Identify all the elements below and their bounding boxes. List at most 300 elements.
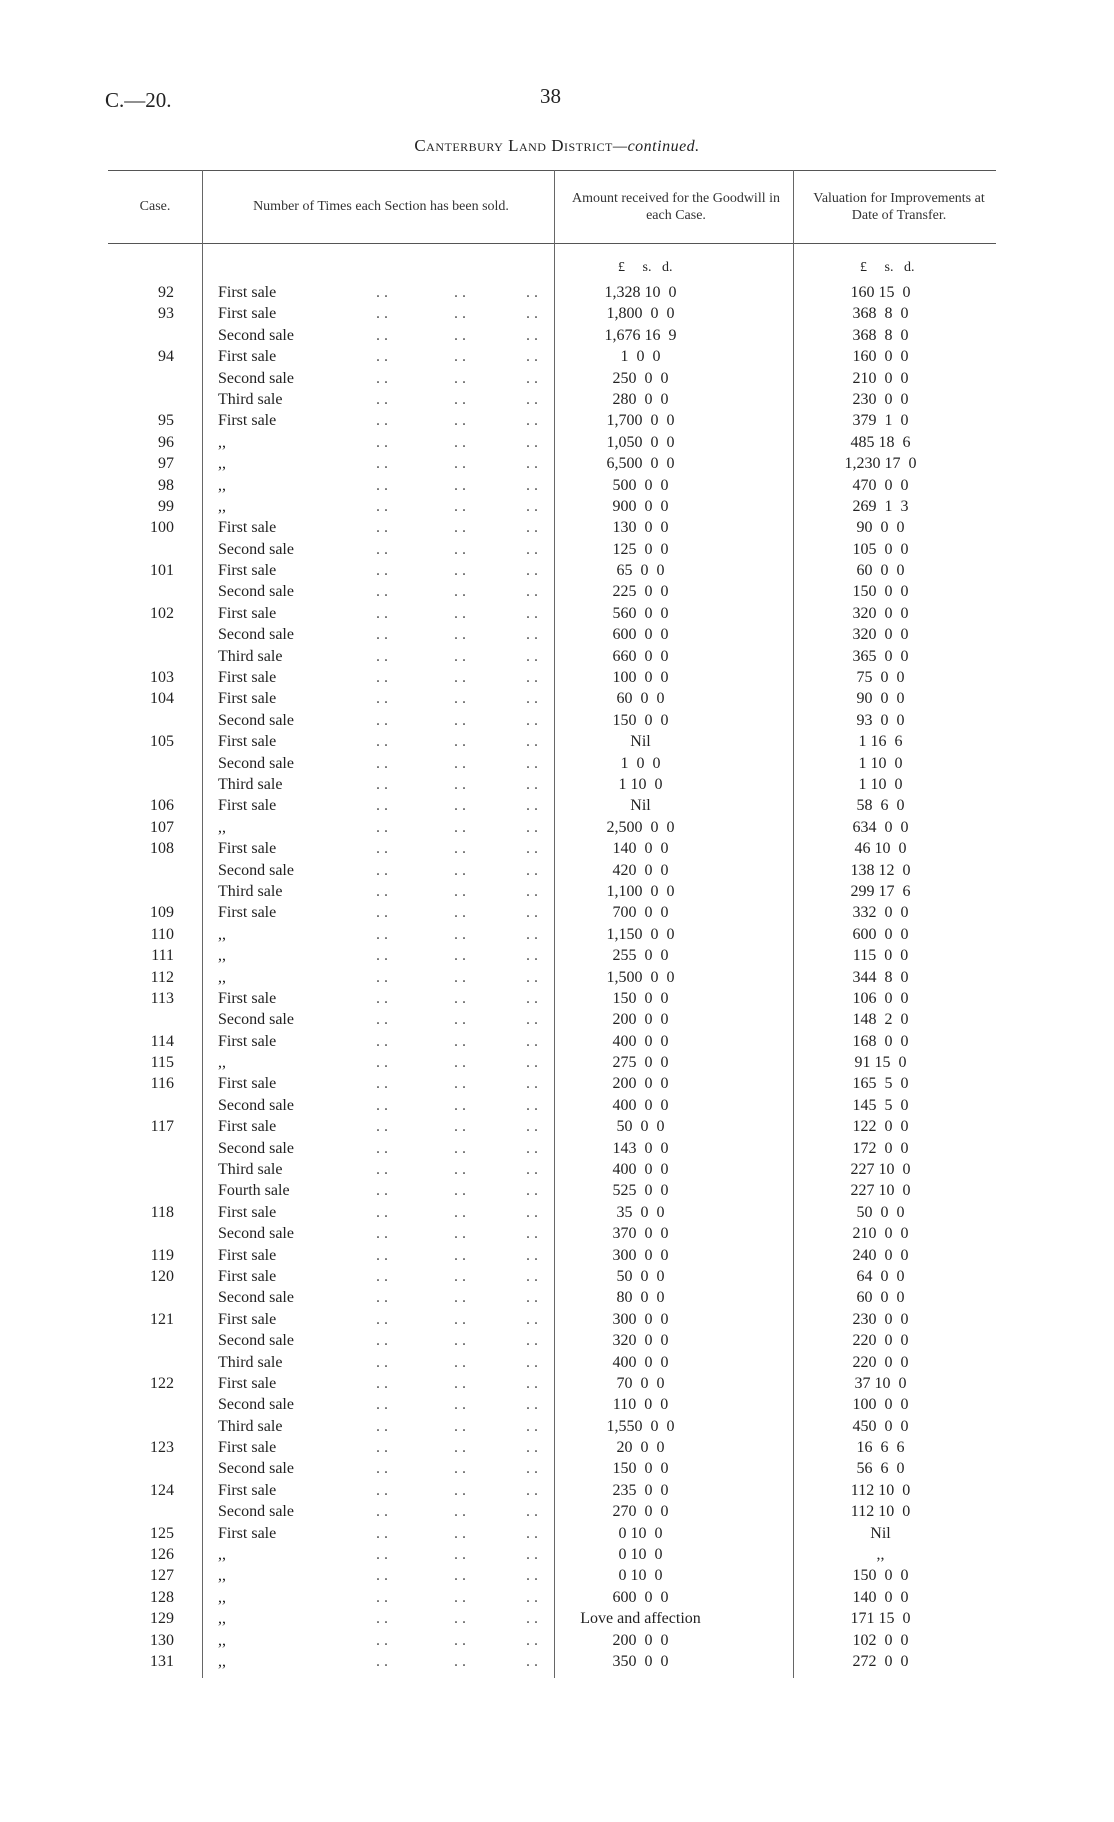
goodwill-amount: 140 0 0 xyxy=(612,840,669,858)
case-number: 128 xyxy=(150,1588,174,1606)
case-number: 97 xyxy=(158,455,174,473)
sale-label: Second sale xyxy=(218,754,294,772)
sales-table xyxy=(108,170,996,1678)
table-row: Second sale . . . . . . 320 0 0 220 0 0 xyxy=(108,1330,996,1351)
improvements-valuation: 56 6 0 xyxy=(856,1460,905,1478)
goodwill-amount: 6,500 0 0 xyxy=(606,455,675,473)
table-row: 100 First sale . . . . . . 130 0 0 90 0 0 xyxy=(108,517,996,538)
table-row: 102 First sale . . . . . . 560 0 0 320 0 0 xyxy=(108,603,996,624)
table-row: 114 First sale . . . . . . 400 0 0 168 0 0 xyxy=(108,1031,996,1052)
amount-units: £ s. d. xyxy=(618,260,673,275)
improvements-valuation: 368 8 0 xyxy=(852,305,909,323)
improvements-valuation: 240 0 0 xyxy=(852,1246,909,1264)
case-number: 106 xyxy=(150,797,174,815)
case-number: 129 xyxy=(150,1610,174,1628)
goodwill-amount: 1,676 16 9 xyxy=(604,326,677,344)
improvements-valuation: 106 0 0 xyxy=(852,989,909,1007)
sale-label: ,, xyxy=(218,1588,226,1606)
improvements-valuation: 165 5 0 xyxy=(852,1075,909,1093)
improvements-valuation: 160 0 0 xyxy=(852,348,909,366)
table-row: 98 ,, . . . . . . 500 0 0 470 0 0 xyxy=(108,475,996,496)
improvements-valuation: 64 0 0 xyxy=(856,1267,905,1285)
table-row: 131 ,, . . . . . . 350 0 0 272 0 0 xyxy=(108,1651,996,1672)
table-row: 99 ,, . . . . . . 900 0 0 269 1 3 xyxy=(108,496,996,517)
table-row: 110 ,, . . . . . . 1,150 0 0 600 0 0 xyxy=(108,924,996,945)
case-number: 94 xyxy=(158,348,174,366)
table-row: Second sale . . . . . . 400 0 0 145 5 0 xyxy=(108,1095,996,1116)
goodwill-amount: 280 0 0 xyxy=(612,390,669,408)
improvements-valuation: 368 8 0 xyxy=(852,326,909,344)
sale-label: ,, xyxy=(218,818,226,836)
table-row: Third sale . . . . . . 1,100 0 0 299 17 6 xyxy=(108,881,996,902)
table-row: 125 First sale . . . . . . 0 10 0 Nil xyxy=(108,1523,996,1544)
goodwill-amount: 320 0 0 xyxy=(612,1332,669,1350)
case-number: 116 xyxy=(150,1075,174,1093)
sale-label: ,, xyxy=(218,968,226,986)
sale-label: Second sale xyxy=(218,1503,294,1521)
sale-label: ,, xyxy=(218,1567,226,1585)
improvements-valuation: 320 0 0 xyxy=(852,626,909,644)
page-number: 38 xyxy=(540,84,561,108)
goodwill-amount: 660 0 0 xyxy=(612,647,669,665)
table-row: Second sale . . . . . . 150 0 0 56 6 0 xyxy=(108,1458,996,1479)
improvements-valuation: 379 1 0 xyxy=(852,412,909,430)
table-row: Third sale . . . . . . 400 0 0 227 10 0 xyxy=(108,1159,996,1180)
sale-label: First sale xyxy=(218,519,277,537)
goodwill-amount: 50 0 0 xyxy=(616,1267,665,1285)
table-row: Second sale . . . . . . 600 0 0 320 0 0 xyxy=(108,624,996,645)
improvements-valuation: 150 0 0 xyxy=(852,1567,909,1585)
improvements-valuation: 115 0 0 xyxy=(852,947,909,965)
goodwill-amount: 560 0 0 xyxy=(612,604,669,622)
table-row: 101 First sale . . . . . . 65 0 0 60 0 0 xyxy=(108,560,996,581)
header-amount-goodwill: Amount received for the Goodwill in each Case. xyxy=(571,190,780,223)
sale-label: ,, xyxy=(218,1631,226,1649)
improvements-valuation: 160 15 0 xyxy=(850,284,911,301)
case-number: 96 xyxy=(158,433,174,451)
table-row: Second sale . . . . . . 125 0 0 105 0 0 xyxy=(108,539,996,560)
goodwill-amount: Nil xyxy=(630,797,651,815)
goodwill-amount: 143 0 0 xyxy=(612,1139,669,1157)
table-row: Third sale . . . . . . 1,550 0 0 450 0 0 xyxy=(108,1416,996,1437)
improvements-valuation: 93 0 0 xyxy=(856,711,905,729)
sale-label: ,, xyxy=(218,1546,226,1564)
table-row: 94 First sale . . . . . . 1 0 0 160 0 0 xyxy=(108,346,996,367)
goodwill-amount: 2,500 0 0 xyxy=(606,818,675,836)
case-number: 122 xyxy=(150,1374,174,1392)
table-row: 120 First sale . . . . . . 50 0 0 64 0 0 xyxy=(108,1266,996,1287)
case-number: 113 xyxy=(150,989,174,1007)
table-row: Second sale . . . . . . 80 0 0 60 0 0 xyxy=(108,1287,996,1308)
goodwill-amount: 400 0 0 xyxy=(612,1161,669,1179)
goodwill-amount: 250 0 0 xyxy=(612,369,669,387)
sale-label: Third sale xyxy=(218,775,283,793)
sale-label: Third sale xyxy=(218,882,283,900)
table-row: 104 First sale . . . . . . 60 0 0 90 0 0 xyxy=(108,688,996,709)
goodwill-amount: 150 0 0 xyxy=(612,989,669,1007)
goodwill-amount: 275 0 0 xyxy=(612,1054,669,1072)
improvements-valuation: 230 0 0 xyxy=(852,390,909,408)
case-number: 99 xyxy=(158,497,174,515)
case-number: 115 xyxy=(150,1054,174,1072)
sale-label: ,, xyxy=(218,455,226,473)
goodwill-amount: 150 0 0 xyxy=(612,1460,669,1478)
improvements-valuation: 227 10 0 xyxy=(850,1161,911,1179)
improvements-valuation: 46 10 0 xyxy=(854,840,907,858)
table-row: Second sale . . . . . . 110 0 0 100 0 0 xyxy=(108,1394,996,1415)
sale-label: Second sale xyxy=(218,369,294,387)
table-row: Second sale . . . . . . 370 0 0 210 0 0 xyxy=(108,1223,996,1244)
goodwill-amount: 1,050 0 0 xyxy=(606,433,675,451)
case-number: 124 xyxy=(150,1481,174,1499)
improvements-valuation: 112 10 0 xyxy=(850,1481,911,1499)
improvements-valuation: 58 6 0 xyxy=(856,797,905,815)
case-number: 117 xyxy=(150,1118,174,1136)
table-body xyxy=(108,282,996,1672)
improvements-valuation: 91 15 0 xyxy=(854,1054,907,1072)
improvements-valuation: 140 0 0 xyxy=(852,1588,909,1606)
table-row: Second sale . . . . . . 250 0 0 210 0 0 xyxy=(108,368,996,389)
goodwill-amount: 150 0 0 xyxy=(612,711,669,729)
goodwill-amount: 900 0 0 xyxy=(612,497,669,515)
goodwill-amount: 70 0 0 xyxy=(616,1374,665,1392)
case-number: 131 xyxy=(150,1653,174,1670)
sale-label: Second sale xyxy=(218,1460,294,1478)
sale-label: Second sale xyxy=(218,626,294,644)
improvements-valuation: 485 18 6 xyxy=(850,433,911,451)
improvements-valuation: 227 10 0 xyxy=(850,1182,911,1200)
table-header-rule xyxy=(108,243,996,244)
table-row: Second sale . . . . . . 225 0 0 150 0 0 xyxy=(108,581,996,602)
goodwill-amount: 20 0 0 xyxy=(616,1439,665,1457)
goodwill-amount: 420 0 0 xyxy=(612,861,669,879)
sale-label: ,, xyxy=(218,497,226,515)
improvements-valuation: 102 0 0 xyxy=(852,1631,909,1649)
case-number: 104 xyxy=(150,690,174,708)
goodwill-amount: Love and affection xyxy=(580,1610,701,1628)
goodwill-amount: 80 0 0 xyxy=(616,1289,665,1307)
header-case: Case. xyxy=(139,199,171,214)
table-row: Third sale . . . . . . 280 0 0 230 0 0 xyxy=(108,389,996,410)
goodwill-amount: 700 0 0 xyxy=(612,904,669,922)
improvements-valuation: 1 16 6 xyxy=(858,733,903,751)
sale-label: Third sale xyxy=(218,1353,283,1371)
sale-label: ,, xyxy=(218,925,226,943)
improvements-valuation: 90 0 0 xyxy=(856,519,905,537)
sale-label: First sale xyxy=(218,284,277,301)
goodwill-amount: 300 0 0 xyxy=(612,1246,669,1264)
table-row: 109 First sale . . . . . . 700 0 0 332 0 0 xyxy=(108,902,996,923)
sale-label: First sale xyxy=(218,305,277,323)
goodwill-amount: 300 0 0 xyxy=(612,1310,669,1328)
improvements-valuation: 220 0 0 xyxy=(852,1353,909,1371)
sale-label: First sale xyxy=(218,604,277,622)
case-number: 123 xyxy=(150,1439,174,1457)
goodwill-amount: 0 10 0 xyxy=(618,1546,663,1564)
goodwill-amount: 235 0 0 xyxy=(612,1481,669,1499)
sale-label: Second sale xyxy=(218,326,294,344)
table-row: Third sale . . . . . . 1 10 0 1 10 0 xyxy=(108,774,996,795)
table-row: 122 First sale . . . . . . 70 0 0 37 10 0 xyxy=(108,1373,996,1394)
improvements-valuation: 122 0 0 xyxy=(852,1118,909,1136)
case-number: 120 xyxy=(150,1267,174,1285)
goodwill-amount: 370 0 0 xyxy=(612,1225,669,1243)
improvements-valuation: 230 0 0 xyxy=(852,1310,909,1328)
table-row: 96 ,, . . . . . . 1,050 0 0 485 18 6 xyxy=(108,432,996,453)
title-main: Canterbury Land District xyxy=(414,136,613,155)
case-number: 102 xyxy=(150,604,174,622)
improvements-valuation: 320 0 0 xyxy=(852,604,909,622)
case-number: 114 xyxy=(150,1032,174,1050)
goodwill-amount: Nil xyxy=(630,733,651,751)
table-row: 97 ,, . . . . . . 6,500 0 0 1,230 17 0 xyxy=(108,453,996,474)
table-row: Fourth sale . . . . . . 525 0 0 227 10 0 xyxy=(108,1180,996,1201)
sale-label: First sale xyxy=(218,989,277,1007)
improvements-valuation: 269 1 3 xyxy=(852,497,909,515)
goodwill-amount: 100 0 0 xyxy=(612,669,669,687)
table-row: 111 ,, . . . . . . 255 0 0 115 0 0 xyxy=(108,945,996,966)
sale-label: First sale xyxy=(218,1267,277,1285)
case-number: 119 xyxy=(150,1246,174,1264)
sale-label: First sale xyxy=(218,1118,277,1136)
improvements-valuation: 16 6 6 xyxy=(856,1439,905,1457)
goodwill-amount: 35 0 0 xyxy=(616,1203,665,1221)
improvements-valuation: 50 0 0 xyxy=(856,1203,905,1221)
sale-label: Third sale xyxy=(218,1417,283,1435)
goodwill-amount: 400 0 0 xyxy=(612,1353,669,1371)
table-row: Third sale . . . . . . 660 0 0 365 0 0 xyxy=(108,646,996,667)
sale-label: First sale xyxy=(218,1246,277,1264)
table-row: 107 ,, . . . . . . 2,500 0 0 634 0 0 xyxy=(108,817,996,838)
table-row: 117 First sale . . . . . . 50 0 0 122 0 0 xyxy=(108,1116,996,1137)
case-number: 125 xyxy=(150,1524,174,1542)
case-number: 107 xyxy=(150,818,174,836)
improvements-valuation: 138 12 0 xyxy=(850,861,911,879)
sale-label: First sale xyxy=(218,840,277,858)
valuation-units: £ s. d. xyxy=(860,260,915,275)
goodwill-amount: 255 0 0 xyxy=(612,947,669,965)
sale-label: Second sale xyxy=(218,1096,294,1114)
sale-label: ,, xyxy=(218,1653,226,1670)
table-row: 92 First sale . . . . . . 1,328 10 0 160 15 0 xyxy=(108,282,996,303)
goodwill-amount: 200 0 0 xyxy=(612,1631,669,1649)
sale-label: ,, xyxy=(218,476,226,494)
sale-label: ,, xyxy=(218,1054,226,1072)
table-row: 119 First sale . . . . . . 300 0 0 240 0 0 xyxy=(108,1245,996,1266)
case-number: 121 xyxy=(150,1310,174,1328)
sale-label: First sale xyxy=(218,1439,277,1457)
improvements-valuation: 112 10 0 xyxy=(850,1503,911,1521)
goodwill-amount: 600 0 0 xyxy=(612,626,669,644)
case-number: 127 xyxy=(150,1567,174,1585)
table-row: 128 ,, . . . . . . 600 0 0 140 0 0 xyxy=(108,1587,996,1608)
table-row: 106 First sale . . . . . . Nil 58 6 0 xyxy=(108,795,996,816)
goodwill-amount: 110 0 0 xyxy=(612,1396,669,1414)
improvements-valuation: 272 0 0 xyxy=(852,1653,909,1670)
goodwill-amount: 1,500 0 0 xyxy=(606,968,675,986)
goodwill-amount: 525 0 0 xyxy=(612,1182,669,1200)
improvements-valuation: 105 0 0 xyxy=(852,540,909,558)
table-row: 126 ,, . . . . . . 0 10 0 ,, xyxy=(108,1544,996,1565)
goodwill-amount: 130 0 0 xyxy=(612,519,669,537)
goodwill-amount: 500 0 0 xyxy=(612,476,669,494)
improvements-valuation: Nil xyxy=(870,1524,891,1542)
case-number: 93 xyxy=(158,305,174,323)
sale-label: ,, xyxy=(218,433,226,451)
sale-label: Second sale xyxy=(218,1139,294,1157)
sale-label: First sale xyxy=(218,1032,277,1050)
sale-label: Third sale xyxy=(218,390,283,408)
table-row: 113 First sale . . . . . . 150 0 0 106 0 0 xyxy=(108,988,996,1009)
goodwill-amount: 1,328 10 0 xyxy=(604,284,677,301)
sale-label: Second sale xyxy=(218,1332,294,1350)
improvements-valuation: 344 8 0 xyxy=(852,968,909,986)
improvements-valuation: 1 10 0 xyxy=(858,754,903,772)
sale-label: Second sale xyxy=(218,583,294,601)
improvements-valuation: 220 0 0 xyxy=(852,1332,909,1350)
case-number: 98 xyxy=(158,476,174,494)
case-number: 130 xyxy=(150,1631,174,1649)
goodwill-amount: 60 0 0 xyxy=(616,690,665,708)
case-number: 108 xyxy=(150,840,174,858)
improvements-valuation: 210 0 0 xyxy=(852,1225,909,1243)
case-number: 95 xyxy=(158,412,174,430)
improvements-valuation: 37 10 0 xyxy=(854,1374,907,1392)
table-row: 105 First sale . . . . . . Nil 1 16 6 xyxy=(108,731,996,752)
table-row: Second sale . . . . . . 1 0 0 1 10 0 xyxy=(108,753,996,774)
document-id: C.—20. xyxy=(105,88,172,112)
sale-label: ,, xyxy=(218,947,226,965)
improvements-valuation: 210 0 0 xyxy=(852,369,909,387)
improvements-valuation: 171 15 0 xyxy=(850,1610,911,1628)
sale-label: Second sale xyxy=(218,711,294,729)
table-row: 118 First sale . . . . . . 35 0 0 50 0 0 xyxy=(108,1202,996,1223)
goodwill-amount: 350 0 0 xyxy=(612,1653,669,1670)
improvements-valuation: 1 10 0 xyxy=(858,775,903,793)
sale-label: Third sale xyxy=(218,1161,283,1179)
table-row: 121 First sale . . . . . . 300 0 0 230 0 0 xyxy=(108,1309,996,1330)
improvements-valuation: 150 0 0 xyxy=(852,583,909,601)
header-valuation: Valuation for Improvements at Date of Transfer. xyxy=(813,190,985,223)
goodwill-amount: 65 0 0 xyxy=(616,562,665,580)
table-row: Second sale . . . . . . 420 0 0 138 12 0 xyxy=(108,860,996,881)
goodwill-amount: 270 0 0 xyxy=(612,1503,669,1521)
table-row: 124 First sale . . . . . . 235 0 0 112 10 0 xyxy=(108,1480,996,1501)
table-row: 103 First sale . . . . . . 100 0 0 75 0 0 xyxy=(108,667,996,688)
sale-label: First sale xyxy=(218,733,277,751)
goodwill-amount: 50 0 0 xyxy=(616,1118,665,1136)
goodwill-amount: 1,100 0 0 xyxy=(606,882,675,900)
table-row: 130 ,, . . . . . . 200 0 0 102 0 0 xyxy=(108,1630,996,1651)
sale-label: Second sale xyxy=(218,540,294,558)
case-number: 126 xyxy=(150,1546,174,1564)
title-suffix: —continued. xyxy=(612,138,700,155)
goodwill-amount: 1 10 0 xyxy=(618,775,663,793)
table-row: Second sale . . . . . . 200 0 0 148 2 0 xyxy=(108,1009,996,1030)
goodwill-amount: 1,150 0 0 xyxy=(606,925,675,943)
improvements-valuation: 470 0 0 xyxy=(852,476,909,494)
table-row: Second sale . . . . . . 143 0 0 172 0 0 xyxy=(108,1138,996,1159)
improvements-valuation: 450 0 0 xyxy=(852,1417,909,1435)
table-row: 112 ,, . . . . . . 1,500 0 0 344 8 0 xyxy=(108,967,996,988)
table-row: 129 ,, . . . . . . Love and affection 171 15 0 xyxy=(108,1608,996,1629)
improvements-valuation: 168 0 0 xyxy=(852,1032,909,1050)
improvements-valuation: 600 0 0 xyxy=(852,925,909,943)
improvements-valuation: 60 0 0 xyxy=(856,1289,905,1307)
sale-label: First sale xyxy=(218,797,277,815)
case-number: 109 xyxy=(150,904,174,922)
sale-label: First sale xyxy=(218,562,277,580)
goodwill-amount: 200 0 0 xyxy=(612,1075,669,1093)
improvements-valuation: 634 0 0 xyxy=(852,818,909,836)
goodwill-amount: 600 0 0 xyxy=(612,1588,669,1606)
goodwill-amount: 1 0 0 xyxy=(620,754,661,772)
sale-label: First sale xyxy=(218,1524,277,1542)
sale-label: First sale xyxy=(218,1481,277,1499)
sale-label: First sale xyxy=(218,690,277,708)
case-number: 100 xyxy=(150,519,174,537)
table-row: Second sale . . . . . . 270 0 0 112 10 0 xyxy=(108,1501,996,1522)
table-row: Second sale . . . . . . 150 0 0 93 0 0 xyxy=(108,710,996,731)
goodwill-amount: 400 0 0 xyxy=(612,1096,669,1114)
table-row: 116 First sale . . . . . . 200 0 0 165 5 0 xyxy=(108,1073,996,1094)
table-row: 95 First sale . . . . . . 1,700 0 0 379 1 0 xyxy=(108,410,996,431)
sale-label: First sale xyxy=(218,904,277,922)
improvements-valuation: 332 0 0 xyxy=(852,904,909,922)
table-row: Second sale . . . . . . 1,676 16 9 368 8 0 xyxy=(108,325,996,346)
improvements-valuation: 365 0 0 xyxy=(852,647,909,665)
improvements-valuation: ,, xyxy=(876,1546,885,1564)
case-number: 105 xyxy=(150,733,174,751)
goodwill-amount: 1 0 0 xyxy=(620,348,661,366)
improvements-valuation: 90 0 0 xyxy=(856,690,905,708)
sale-label: First sale xyxy=(218,1203,277,1221)
table-row: 115 ,, . . . . . . 275 0 0 91 15 0 xyxy=(108,1052,996,1073)
improvements-valuation: 299 17 6 xyxy=(850,882,911,900)
sale-label: First sale xyxy=(218,1374,277,1392)
goodwill-amount: 225 0 0 xyxy=(612,583,669,601)
sale-label: First sale xyxy=(218,412,277,430)
sale-label: Second sale xyxy=(218,1289,294,1307)
table-row: 127 ,, . . . . . . 0 10 0 150 0 0 xyxy=(108,1565,996,1586)
improvements-valuation: 60 0 0 xyxy=(856,562,905,580)
goodwill-amount: 1,800 0 0 xyxy=(606,305,675,323)
case-number: 111 xyxy=(151,947,174,965)
page-title xyxy=(0,136,1114,156)
header-times-sold: Number of Times each Section has been sold. xyxy=(253,199,509,214)
improvements-valuation: 148 2 0 xyxy=(852,1011,909,1029)
goodwill-amount: 1,550 0 0 xyxy=(606,1417,675,1435)
table-row: Third sale . . . . . . 400 0 0 220 0 0 xyxy=(108,1352,996,1373)
improvements-valuation: 1,230 17 0 xyxy=(844,455,917,473)
goodwill-amount: 1,700 0 0 xyxy=(606,412,675,430)
case-number: 103 xyxy=(150,669,174,687)
goodwill-amount: 125 0 0 xyxy=(612,540,669,558)
case-number: 112 xyxy=(150,968,174,986)
table-row: 93 First sale . . . . . . 1,800 0 0 368 8 0 xyxy=(108,303,996,324)
sale-label: Third sale xyxy=(218,647,283,665)
sale-label: First sale xyxy=(218,1310,277,1328)
sale-label: First sale xyxy=(218,348,277,366)
case-number: 101 xyxy=(150,562,174,580)
table-row: 123 First sale . . . . . . 20 0 0 16 6 6 xyxy=(108,1437,996,1458)
goodwill-amount: 400 0 0 xyxy=(612,1032,669,1050)
sale-label: Second sale xyxy=(218,1225,294,1243)
case-number: 110 xyxy=(150,925,174,943)
improvements-valuation: 75 0 0 xyxy=(856,669,905,687)
goodwill-amount: 0 10 0 xyxy=(618,1524,663,1542)
table-row: 108 First sale . . . . . . 140 0 0 46 10 0 xyxy=(108,838,996,859)
